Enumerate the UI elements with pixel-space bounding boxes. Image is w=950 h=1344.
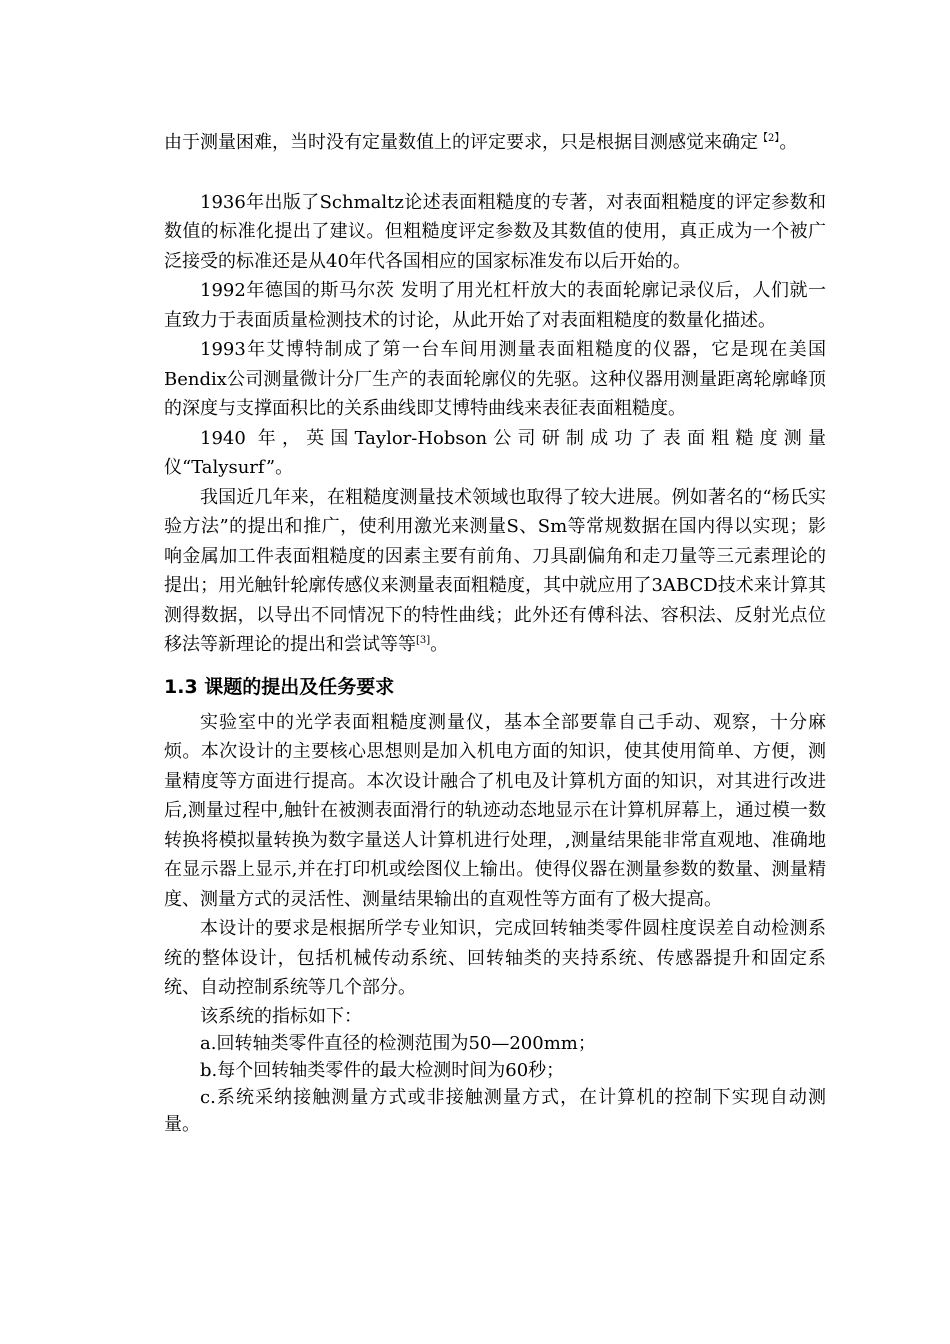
list-item: c.系统采纳接触测量方式或非接触测量方式，在计算机的控制下实现自动测量。 [164,1086,826,1135]
paragraph-lab-instrument: 实验室中的光学表面粗糙度测量仪，基本全部要靠自己手动、观察，十分麻烦。本次设计的主要核心思想则是加入机电方面的知识，使其使用简单、方便，测量精度等方面进行提高。本次设计融合了机电及计算机方面的知识，对其进行改进后,测量过程中,触针在被测表面滑行的轨迹动态地显示在计算机屏幕上，通过模一数转换将模拟量转换为数字量送人计算机进行处理，,测量结果能非常直观地、准确地在显示器上显示,并在打印机或绘图仪上输出。使得仪器在测量参数的数量、测量精度、测量方式的灵活性、测量结果输出的直观性等方面有了极大提高。 [164,711,826,910]
list-item: a.回转轴类零件直径的检测范围为50—200mm； [200,1032,596,1054]
citation-2: 【2】 [758,133,780,144]
paragraph-1992: 1992年德国的斯马尔茨 发明了用光杠杆放大的表面轮廓记录仪后，人们就一直致力于表面质量检测技术的讨论，从此开始了对表面粗糙度的数量化描述。 [164,280,826,331]
list-item: b.每个回转轴类零件的最大检测时间为60秒； [200,1059,565,1081]
document-page [164,128,826,1138]
paragraph-1940: 1940 年，英国Taylor-Hobson公司研制成功了表面粗糙度测量仪“Talysurf”。 [164,427,826,478]
spec-intro: 该系统的指标如下： [200,1005,362,1027]
citation-3: [3] [416,635,431,646]
paragraph-1936: 1936年出版了Schmaltz论述表面粗糙度的专著，对表面粗糙度的评定参数和数值的标准化提出了建议。但粗糙度评定参数及其数值的使用，真正成为一个被广泛接受的标准还是从40年代各国相应的国家标准发布以后开始的。 [164,191,826,272]
paragraph-design-requirements: 本设计的要求是根据所学专业知识，完成回转轴类零件圆柱度误差自动检测系统的整体设计，包括机械传动系统、回转轴类的夹持系统、传感器提升和固定系统、自动控制系统等几个部分。 [164,918,826,998]
spec-list [164,1003,826,1138]
paragraph-0: 由于测量困难，当时没有定量数值上的评定要求，只是根据目测感觉来确定$^{【2】}$。 [164,132,798,153]
paragraph-1993: 1993年艾博特制成了第一台车间用测量表面粗糙度的仪器，它是现在美国Bendix公司测量微计分厂生产的表面轮廓仪的先驱。这种仪器用测量距离轮廓峰顶的深度与支撑面积比的关系曲线即艾博特曲线来表征表面粗糙度。 [164,339,826,419]
section-heading: 1.3 课题的提出及任务要求 [164,675,395,698]
blank-line [164,158,826,188]
paragraph-domestic: 我国近几年来，在粗糙度测量技术领域也取得了较大进展。例如著名的“杨氏实验方法”的提出和推广，使利用激光来测量S、Sm等常规数据在国内得以实现；影响金属加工件表面粗糙度的因素主要有前角、刀具副偏角和走刀量等三元素理论的提出；用光触针轮廓传感仪来测量表面粗糙度，其中就应用了3ABCD技术来计算其测得数据，以导出不同情况下的特性曲线；此外还有傅科法、容积法、反射光点位移法等新理论的提出和尝试等等[3]。 [164,486,826,655]
